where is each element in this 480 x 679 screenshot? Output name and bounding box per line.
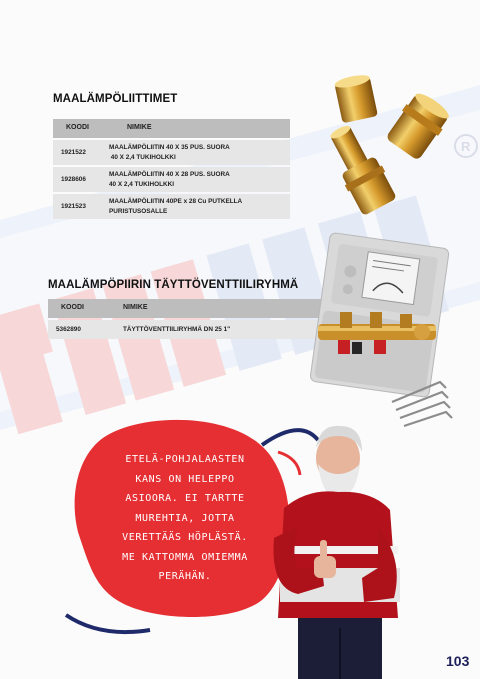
speech-line: ASIOORA. EI TARTTE [125,493,245,504]
header-nimike: NIMIKE [123,304,148,311]
brass-fittings-image [316,74,456,224]
speech-line: ETELÄ-POHJALAASTEN [125,454,245,465]
row-name: MAALÄMPÖLIITIN 40PE x 28 Cu PUTKELLA PURISTUSOSALLE [109,198,243,215]
row-code: 5362890 [56,326,81,333]
valve-group-table [48,299,323,341]
header-koodi: KOODI [66,124,89,131]
speech-line: KANS ON HELEPPO [135,473,235,485]
speech-line: PERÄHÄN. [158,571,212,582]
speech-line: VERETTÄÄS HÖPLÄSTÄ. [122,532,248,543]
table-row [53,194,290,219]
page-number: 103 [446,653,470,669]
svg-text:R: R [461,139,471,154]
table-row [48,320,323,339]
row-name: MAALÄMPÖLIITIN 40 X 28 PUS. SUORA 40 X 2,4 TUKIHOLKKI [109,171,230,188]
section-title-tayttoventtiiliryhma: MAALÄMPÖPIIRIN TÄYTTÖVENTTIILIRYHMÄ [48,279,299,291]
table-header [53,119,290,138]
speech-bubble-text [100,450,270,587]
row-code: 1928606 [61,176,86,183]
table-header [48,299,323,318]
fittings-table [53,119,290,223]
row-name: TÄYTTÖVENTTIILIRYHMÄ DN 25 1" [123,326,231,333]
row-code: 1921522 [61,149,86,156]
row-code: 1921523 [61,203,86,210]
row-name: MAALÄMPÖLIITIN 40 X 35 PUS. SUORA 40 X 2,4 TUKIHOLKKI [109,144,230,161]
man-thumbs-up-image [268,418,408,679]
table-row [53,140,290,165]
speech-line: ME KATTOMMA OMIEMMA [122,551,248,563]
header-nimike: NIMIKE [127,124,152,131]
table-row [53,167,290,192]
section-title-maalampoliittimet: MAALÄMPÖLIITTIMET [53,93,178,105]
speech-line: MUREHTIA, JOTTA [135,512,235,524]
header-koodi: KOODI [61,304,84,311]
